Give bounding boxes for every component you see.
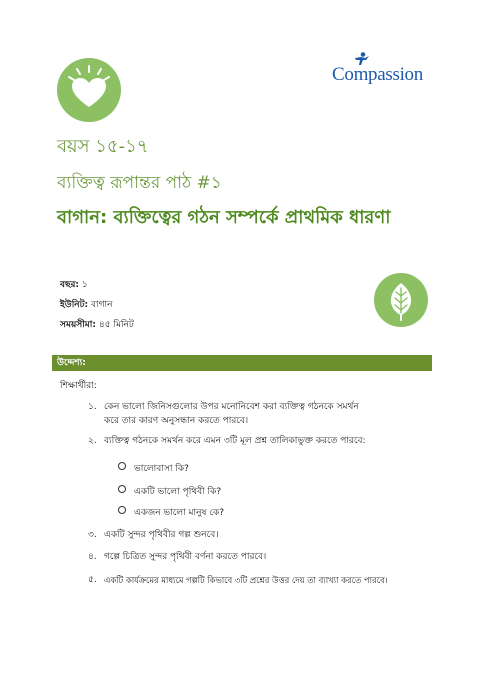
question-text: একটি ভালো পৃথিবী কি? [134,487,222,497]
circle-bullet-icon [118,462,126,470]
question-text: একজন ভালো মানুষ কে? [134,508,225,518]
lesson-subtitle: ব্যক্তিত্ব রূপান্তর পাঠ #১ [57,173,222,193]
meta-duration [60,317,134,332]
logo-brand-text: Compassion [332,64,423,85]
meta-year [60,277,88,292]
objective-item [88,400,388,430]
meta-label: ইউনিট: [60,300,89,310]
heart-badge-icon [57,58,121,122]
objective-text: কেন ভালো জিনিসগুলোর উপর মনোনিবেশ করা ব্যক্তিত্ব গঠনকে সমর্থন করে তার কারণ অনুসন্ধান করতে পারবে। [104,402,359,426]
objective-text: একটি সুন্দর পৃথিবীর গল্প শুনবে। [104,530,219,540]
meta-value: বাগান [91,300,113,310]
objective-item [88,573,418,589]
circle-bullet-icon [118,485,126,493]
objective-item [88,528,388,544]
objective-text: ব্যক্তিত্ব গঠনকে সমর্থন করে এমন ৩টি মূল প্রশ্ন তালিকাভুক্ত করতে পারবে: [104,436,366,446]
objective-text: গল্পে চিত্রিত সুন্দর পৃথিবী বর্ণনা করতে পারবে। [104,552,267,562]
meta-label: সময়সীমা: [60,320,96,330]
meta-label: বছর: [60,280,80,290]
meta-value: ৪৫ মিনিট [98,320,134,330]
leaf-badge-icon [374,273,428,327]
objective-item [88,550,388,566]
compassion-logo [332,52,436,88]
objective-text: একটি কার্যক্রমের মাধ্যমে গল্পটি কিভাবে ৩টি প্রশ্নের উত্তর দেয় তা ব্যাখ্যা করতে পারবে। [104,575,388,585]
age-heading: বয়স ১৫-১৭ [57,136,149,157]
objective-number: ১. [88,402,97,412]
circle-bullet-icon [118,506,126,514]
lesson-title: বাগান: ব্যক্তিত্বের গঠন সম্পর্কে প্রাথমিক ধারণা [57,207,391,228]
objective-number: ৩. [88,530,97,540]
meta-value: ১ [81,280,88,290]
objective-item [88,434,388,450]
question-text: ভালোবাসা কি? [134,464,189,474]
objective-number: ২. [88,436,97,446]
objective-number: ৫. [88,575,97,585]
objective-number: ৪. [88,552,97,562]
objectives-header: উদ্দেশ্য: [52,355,432,371]
meta-unit [60,297,113,312]
objectives-intro: শিক্ষার্থীরা: [60,381,97,391]
